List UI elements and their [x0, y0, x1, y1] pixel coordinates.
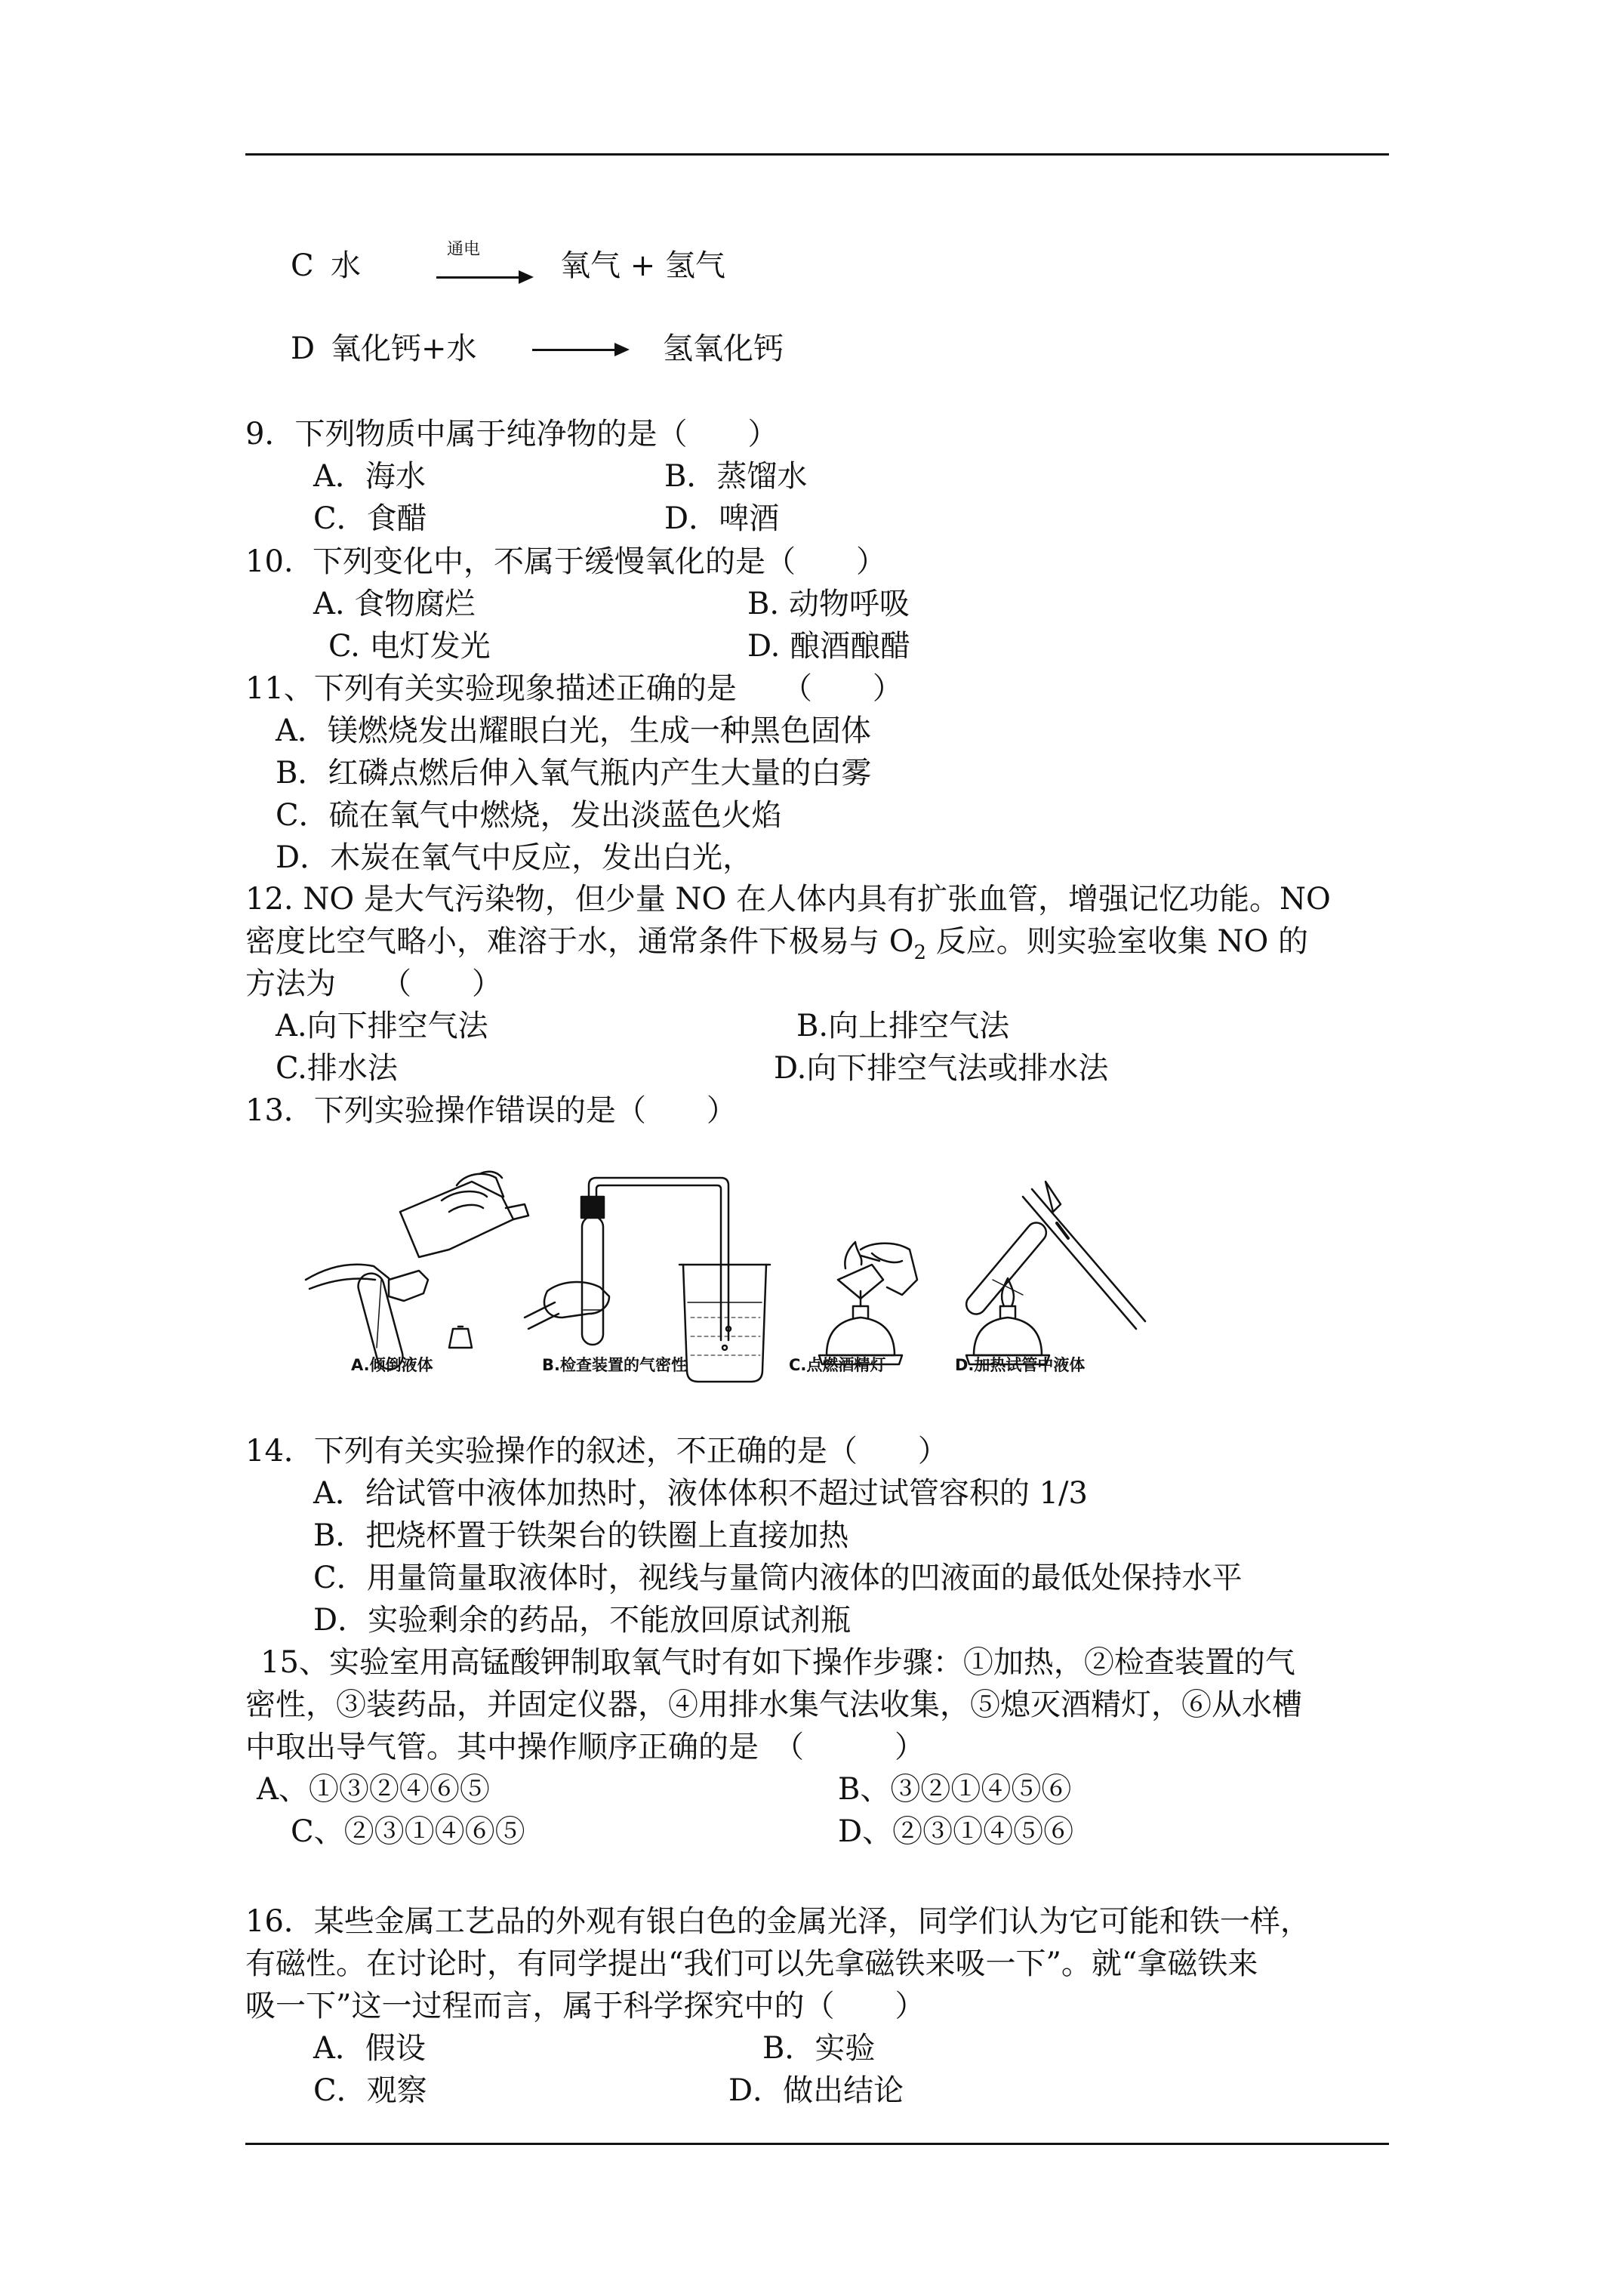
- q15-option-c: C、②③①④⑥⑤: [291, 1814, 525, 1849]
- q11-option-d: D．木炭在氧气中反应，发出白光，: [276, 840, 753, 875]
- q11-stem: 11、下列有关实验现象描述正确的是 （ ）: [245, 671, 903, 706]
- reaction-c-arrow: [436, 276, 531, 279]
- q13-stem: 13．下列实验操作错误的是（ ）: [245, 1093, 737, 1128]
- q14-option-a: A．给试管中液体加热时，液体体积不超过试管容积的 1/3: [313, 1476, 1088, 1511]
- q9-option-d: D．啤酒: [664, 501, 780, 536]
- q16-line-3: 吸一下”这一过程而言，属于科学探究中的（ ）: [245, 1989, 925, 2023]
- q9-stem: 9．下列物质中属于纯净物的是（ ）: [245, 417, 778, 451]
- q16-option-a: A．假设: [313, 2031, 426, 2066]
- q9-option-a: A．海水: [313, 459, 426, 494]
- figure-caption-b: B.检查装置的气密性: [542, 1356, 687, 1374]
- reaction-d-product: 氢氧化钙: [663, 331, 784, 366]
- q15-line-3: 中取出导气管。其中操作顺序正确的是 （ ）: [245, 1730, 925, 1764]
- q11-option-b: B．红磷点燃后伸入氧气瓶内产生大量的白雾: [276, 756, 872, 791]
- reaction-d-arrow: [532, 349, 627, 351]
- q9-option-b: B．蒸馏水: [664, 459, 808, 494]
- q15-option-b: B、③②①④⑤⑥: [838, 1772, 1072, 1807]
- q10-option-d: D. 酿酒酿醋: [747, 629, 911, 664]
- figure-caption-c: C.点燃酒精灯: [789, 1356, 886, 1374]
- reaction-c-products: 氧气 + 氢气: [560, 248, 725, 283]
- q12-oxygen-subscript: 2: [913, 942, 927, 964]
- pouring-liquid-illustration: [306, 1172, 528, 1372]
- q15-option-a: A、①③②④⑥⑤: [257, 1772, 490, 1807]
- q15-line-2: 密性，③装药品，并固定仪器，④用排水集气法收集，⑤熄灭酒精灯，⑥从水槽: [245, 1687, 1302, 1722]
- q10-option-b: B. 动物呼吸: [747, 587, 910, 621]
- reaction-d-reactant: 氧化钙+水: [331, 331, 477, 366]
- q10-option-a: A. 食物腐烂: [313, 587, 476, 621]
- q12-option-d: D.向下排空气法或排水法: [774, 1051, 1109, 1086]
- figure-caption-a: A.倾倒液体: [351, 1356, 433, 1374]
- reaction-c-condition: 通电: [447, 240, 481, 259]
- q15-option-d: D、②③①④⑤⑥: [838, 1814, 1074, 1849]
- reaction-c-label: C: [291, 248, 314, 283]
- header-rule: [245, 153, 1389, 156]
- airtightness-check-illustration: [525, 1178, 770, 1382]
- q10-stem: 10. 下列变化中，不属于缓慢氧化的是（ ）: [245, 544, 887, 579]
- q15-line-1: 15、实验室用高锰酸钾制取氧气时有如下操作步骤：①加热，②检查装置的气: [260, 1645, 1295, 1680]
- heating-test-tube-illustration: [962, 1182, 1145, 1364]
- lighting-alcohol-lamp-illustration: [819, 1242, 917, 1364]
- q12-line-2-pre: 密度比空气略小，难溶于水，通常条件下极易与 O: [245, 924, 914, 959]
- q12-line-1: 12. NO 是大气污染物，但少量 NO 在人体内具有扩张血管，增强记忆功能。NO: [245, 882, 1331, 917]
- q11-option-c: C．硫在氧气中燃烧，发出淡蓝色火焰: [276, 798, 782, 833]
- q12-line-2-post: 反应。则实验室收集 NO 的: [926, 924, 1308, 959]
- q9-option-c: C．食醋: [313, 501, 427, 536]
- q14-option-b: B．把烧杯置于铁架台的铁圈上直接加热: [313, 1518, 849, 1553]
- q16-line-2: 有磁性。在讨论时，有同学提出“我们可以先拿磁铁来吸一下”。就“拿磁铁来: [245, 1946, 1258, 1981]
- q12-option-c: C.排水法: [276, 1051, 398, 1086]
- q16-option-c: C．观察: [313, 2073, 427, 2108]
- q12-option-a: A.向下排空气法: [276, 1009, 488, 1043]
- q16-option-b: B．实验: [762, 2031, 876, 2066]
- q16-line-1: 16．某些金属工艺品的外观有银白色的金属光泽，同学们认为它可能和铁一样，: [245, 1904, 1310, 1939]
- footer-rule: [245, 2143, 1389, 2145]
- q12-option-b: B.向上排空气法: [796, 1009, 1010, 1043]
- q12-line-3: 方法为 （ ）: [245, 966, 502, 1001]
- q14-stem: 14．下列有关实验操作的叙述，不正确的是（ ）: [245, 1434, 948, 1469]
- q16-option-d: D．做出结论: [728, 2073, 904, 2108]
- q11-option-a: A．镁燃烧发出耀眼白光，生成一种黑色固体: [276, 713, 871, 748]
- q14-option-d: D．实验剩余的药品，不能放回原试剂瓶: [313, 1603, 852, 1638]
- figure-caption-d: D.加热试管中液体: [955, 1356, 1086, 1374]
- reaction-c-reactant: 水: [331, 248, 361, 283]
- q12-line-2: [245, 923, 1308, 964]
- reaction-d-label: D: [291, 331, 316, 366]
- q10-option-c: C. 电灯发光: [328, 629, 491, 664]
- q14-option-c: C．用量筒量取液体时，视线与量筒内液体的凹液面的最低处保持水平: [313, 1561, 1243, 1595]
